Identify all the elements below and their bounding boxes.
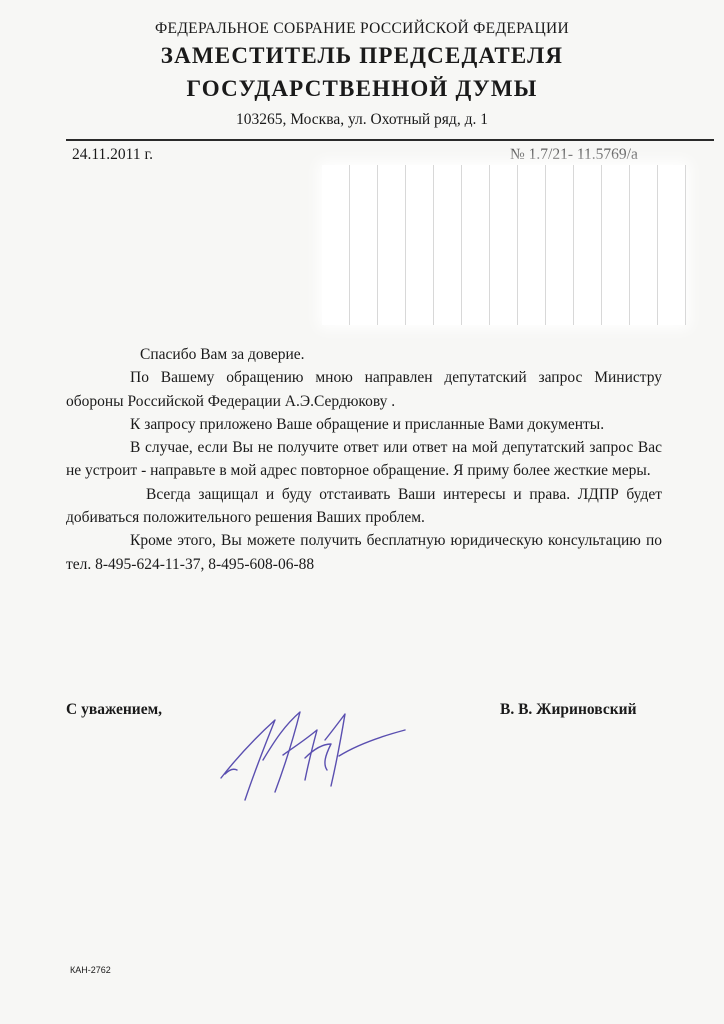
document-code: КАН-2762 xyxy=(70,965,111,975)
header-rule xyxy=(66,139,714,141)
paragraph-promise: Всегда защищал и буду отстаивать Ваши интересы и права. ЛДПР будет добиваться положительного решения Ваших проблем. xyxy=(66,485,662,527)
handwritten-signature-icon xyxy=(205,700,415,820)
paragraph-request: По Вашему обращению мною направлен депутатский запрос Министру обороны Российской Федерации А.Э.Сердюкову . xyxy=(66,369,662,410)
registration-number: № 1.7/21- 11.5769/а xyxy=(510,146,638,163)
document-date: 24.11.2011 г. xyxy=(72,146,153,163)
paragraph-thanks: Спасибо Вам за доверие. xyxy=(140,346,305,363)
closing-salutation: С уважением, xyxy=(66,701,163,718)
paragraph-attachment: К запросу приложено Ваше обращение и присланные Вами документы. xyxy=(130,415,605,433)
signer-name: В. В. Жириновский xyxy=(500,701,637,718)
paragraph-consultation: Кроме этого, Вы можете получить бесплатную юридическую консультацию по тел. 8-495-624-11-37, 8-495-608-06-88 xyxy=(66,532,662,573)
redacted-area xyxy=(322,165,686,325)
letterhead-address: 103265, Москва, ул. Охотный ряд, д. 1 xyxy=(236,111,488,128)
position-title-line2: ГОСУДАРСТВЕННОЙ ДУМЫ xyxy=(186,76,538,101)
organization-name: ФЕДЕРАЛЬНОЕ СОБРАНИЕ РОССИЙСКОЙ ФЕДЕРАЦИИ xyxy=(155,20,569,37)
letter-body xyxy=(66,343,662,576)
paragraph-followup: В случае, если Вы не получите ответ или ответ на мой депутатский запрос Вас не устроит - направьте в мой адрес повторное обращение. Я приму более жесткие меры. xyxy=(66,439,662,480)
position-title-line1: ЗАМЕСТИТЕЛЬ ПРЕДСЕДАТЕЛЯ xyxy=(160,43,564,68)
